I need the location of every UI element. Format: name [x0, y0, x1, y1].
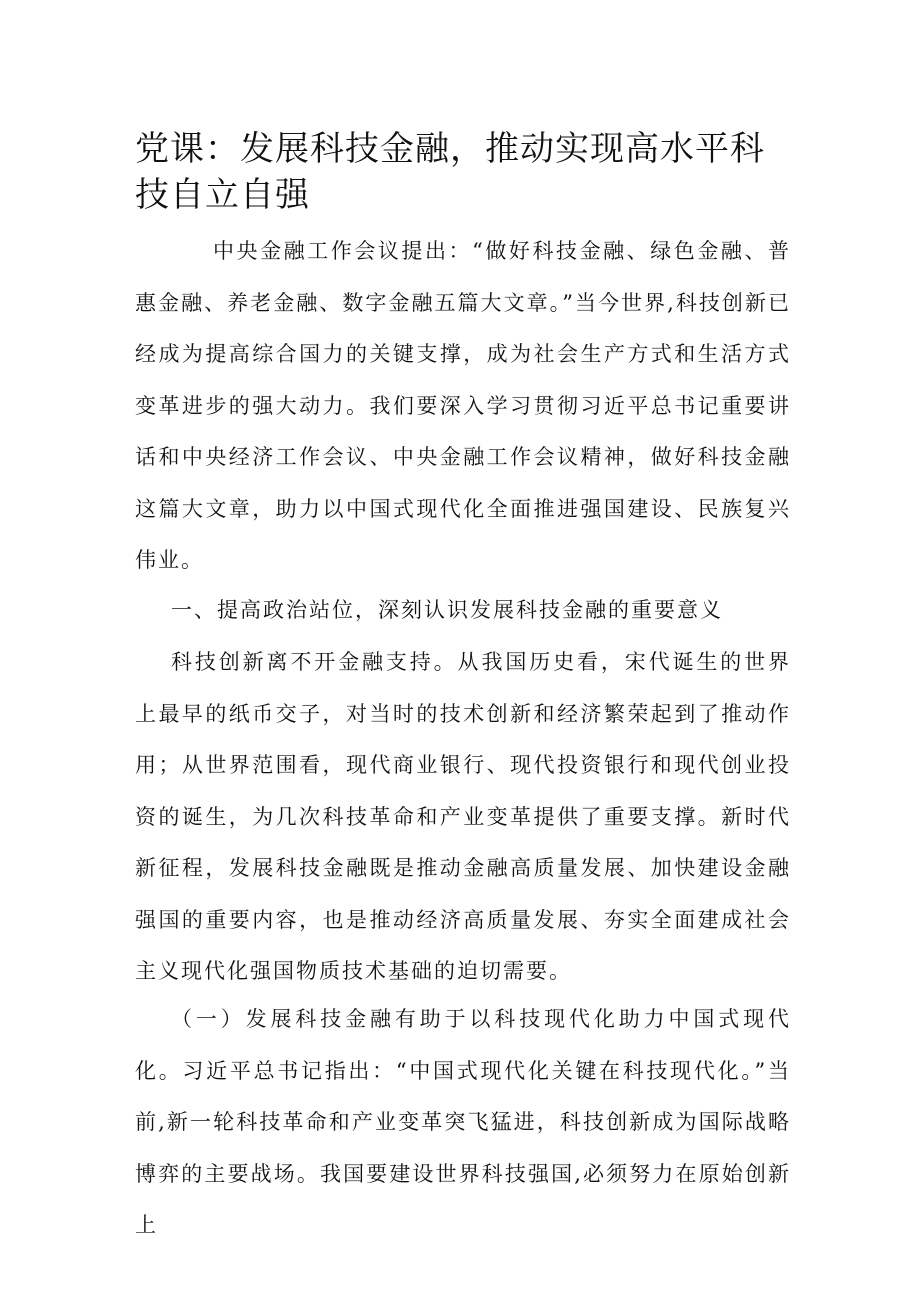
paragraph-body-1: 科技创新离不开金融支持。从我国历史看，宋代诞生的世界上最早的纸币交子，对当时的技术创新和经济繁荣起到了推动作用；从世界范围看，现代商业银行、现代投资银行和现代创业投资的诞生，为几次科技革命和产业变革提供了重要支撑。新时代新征程，发展科技金融既是推动金融高质量发展、加快建设金融强国的重要内容，也是推动经济高质量发展、夯实全面建成社会主义现代化强国物质技术基础的迫切需要。 [135, 650, 791, 983]
paragraph-subsection-1: （一）发展科技金融有助于以科技现代化助力中国式现代化。习近平总书记指出：“中国式现代化关键在科技现代化。”当前,新一轮科技革命和产业变革突飞猛进，科技创新成为国际战略博弈的主要战场。我国要建设世界科技强国,必须努力在原始创新上 [135, 1007, 791, 1237]
document-title: 党课：发展科技金融，推动实现高水平科技自立自强 [135, 129, 765, 215]
section-heading-1: 一、提高政治站位，深刻认识发展科技金融的重要意义 [171, 598, 723, 622]
paragraph-intro: 中央金融工作会议提出：“做好科技金融、绿色金融、普惠金融、养老金融、数字金融五篇大文章。”当今世界,科技创新已经成为提高综合国力的关键支撑，成为社会生产方式和生活方式变革进步的强大动力。我们要深入学习贯彻习近平总书记重要讲话和中央经济工作会议、中央金融工作会议精神，做好科技金融这篇大文章，助力以中国式现代化全面推进强国建设、民族复兴伟业。 [135, 239, 791, 572]
